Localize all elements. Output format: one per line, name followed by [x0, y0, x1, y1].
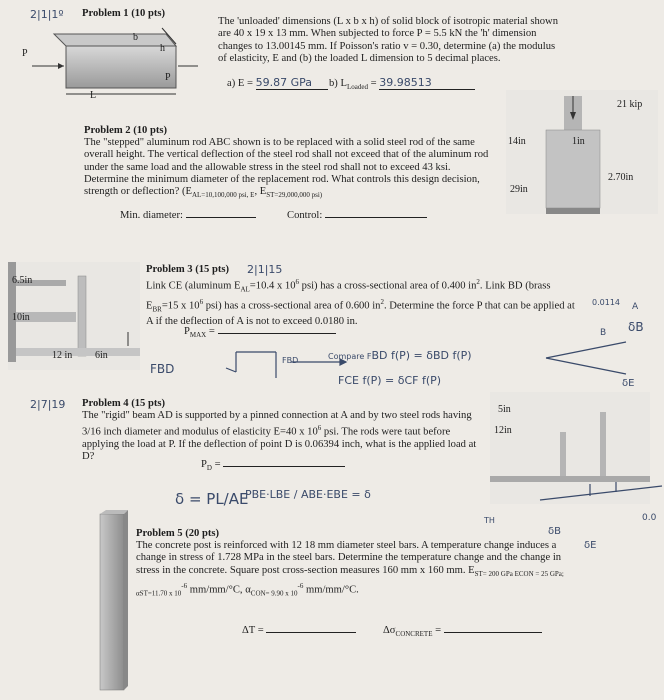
- p4-hand-th: TH: [484, 516, 495, 525]
- p3-hand-b: B: [600, 328, 607, 338]
- p1-hand-date: 2|1|1º: [30, 8, 64, 21]
- p3-pmax: $P_{MAX}$ =: [184, 326, 336, 341]
- p4-text: The "rigid" beam AD is supported by a pinned connection at A and by two steel rods having 3/16 inch diameter and modulus of elasticity E=40 x $10^6$ psi. The rods were taut before applying the load at P. If the deflection of point D is 0.06394 inch, what is the applied load at D?: [82, 410, 477, 463]
- p4-hand-db: δB: [548, 526, 561, 537]
- p1-fig-l: L: [90, 90, 97, 101]
- p3-fig-6in: 6in: [95, 350, 108, 361]
- p4-pd: $P_D$ =: [201, 459, 345, 474]
- p4-hand-date: 2|7|19: [30, 398, 66, 411]
- p2-fig-1in: 1in: [572, 136, 585, 147]
- p1-fig-p-left: P: [22, 48, 28, 59]
- p2-fig-14in: 14in: [508, 136, 526, 147]
- p3-hand-a: A: [632, 302, 639, 312]
- p4-fig-5in: 5in: [498, 404, 511, 415]
- p3-hand-date: 2|1|15: [247, 263, 283, 276]
- p1-fig-b: b: [133, 32, 138, 43]
- p1-answer-a: a) E = 59.87 GPa: [227, 77, 328, 90]
- p5-title: Problem 5 (20 pts): [136, 528, 220, 539]
- p2-fig-load: 21 kip: [617, 99, 643, 110]
- p4-hand-d: 0.0: [642, 513, 657, 523]
- p3-hand-db: δB: [628, 320, 644, 334]
- p1-text: The 'unloaded' dimensions (L x b x h) of solid block of isotropic material shown are 40 x 19 x 13 mm. When subjected to force P = 5.5 kN the 'h' dimension changes to 13.00145 mm. If Poisson's ratio v = 0.30, determine (a) the modulus of elasticity, E and (b) the loaded L dimension to 5 decimal places.: [218, 16, 559, 64]
- p5-text: The concrete post is reinforced with 12 18 mm diameter steel bars. A temperature change induces a change in stress of 1.728 MPa in the steel bars. Determine the temperature change and the change in stress in the concrete. Square post cross-section measures 160 mm x 160 mm. $E_{ST= 200 GPa ECON = 25 GPa; \alpha ST=11.70 x 10}^{-6}$ mm/mm/°C, $\alpha_{CON= 9.90 x 10}^{-6}$ mm/mm/°C.: [136, 540, 564, 598]
- p5-delta-sigma: $\Delta\sigma_{CONCRETE}$ =: [383, 625, 542, 640]
- p2-control: Control:: [287, 210, 427, 222]
- p4-hand-de: δE: [584, 540, 597, 551]
- p2-fig-270in: 2.70in: [608, 172, 634, 183]
- p5-post-figure: [96, 510, 130, 692]
- p3-text: Link CE (aluminum $E_{AL}=10.4$ x $10^6$ psi) has a cross-sectional area of 0.400 $in^2$. Link BD (brass $E_{BR}=15$ x $10^6$ psi) has a cross-sectional area of 0.600 $in^2$. Determine the force P that can be applied at A if the deflection of A is not to exceed 0.0180 in.: [146, 278, 575, 327]
- p2-title: Problem 2 (10 pts): [84, 125, 168, 136]
- p1-fig-h: h: [160, 43, 165, 54]
- p3-hand-eq2: FCE f(P) = δCF f(P): [338, 374, 442, 387]
- p1-fig-p-right: P: [165, 72, 171, 83]
- p2-text: The "stepped" aluminum rod ABC shown is to be replaced with a solid steel rod of the same overall height. The vertical deflection of the steel rod shall not exceed that of the aluminum rod under the same load and the allowable stress in the steel rod shall not to exceed 43 ksi. Determine the minimum diameter of the replacement rod. What controls this design decision, strength or deflection? ($E_{AL=10,100,000 psi, E}$, $E_{ST=29,000,000 psi)}$: [84, 137, 489, 200]
- p3-fig-12in: 12 in: [52, 350, 73, 361]
- p4-fig-12in: 12in: [494, 425, 512, 436]
- p3-hand-eq1: Compare FBD f(P) = δBD f(P): [328, 349, 472, 362]
- p4-title: Problem 4 (15 pts): [82, 398, 166, 409]
- p5-delta-t: ΔT =: [242, 625, 356, 637]
- p3-hand-de: δE: [622, 378, 635, 389]
- p1-answer-b: b) $L_{Loaded} = 39.98513$: [329, 77, 475, 93]
- p3-title: Problem 3 (15 pts): [146, 264, 230, 275]
- p4-hand-formula: δ = PL/AE: [175, 490, 249, 508]
- p3-hand-fbd2: FBD: [282, 356, 299, 365]
- p3-hand-fbd: FBD: [150, 362, 175, 376]
- p3-hand-delta: 0.0114: [592, 298, 620, 307]
- p2-fig-29in: 29in: [510, 184, 528, 195]
- p1-block-figure: [30, 24, 200, 104]
- p3-fig-10in: 10in: [12, 312, 30, 323]
- p2-min-diameter: Min. diameter:: [120, 210, 256, 222]
- p3-fig-6-5in: 6.5in: [12, 275, 33, 286]
- p1-title: Problem 1 (10 pts): [82, 8, 166, 19]
- p4-hand-formula2: PBE·LBE / ABE·EBE = δ: [245, 488, 371, 501]
- p4-beam-figure: [490, 392, 664, 504]
